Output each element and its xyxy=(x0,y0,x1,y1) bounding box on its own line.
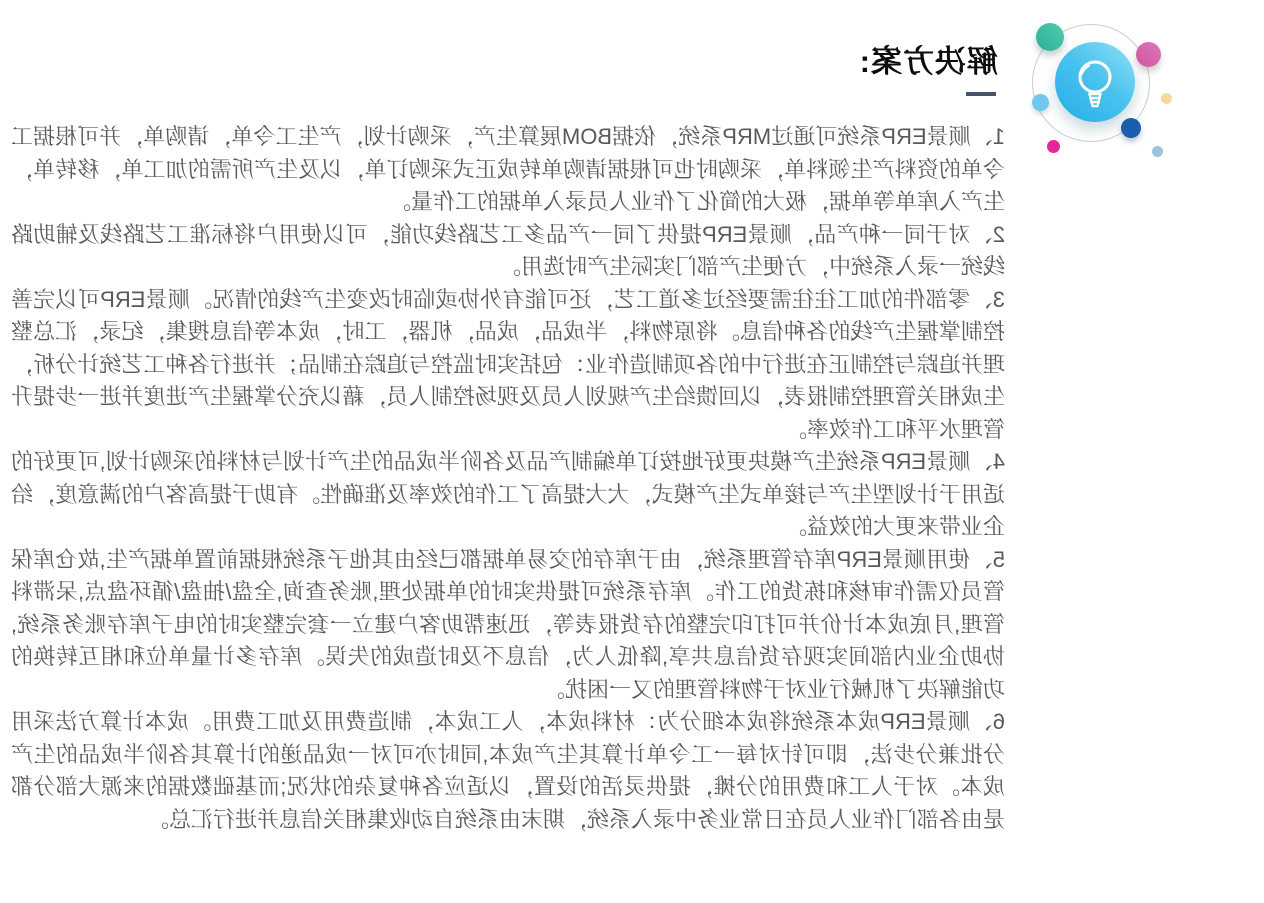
solution-paragraph-1: 1、顺景ERP系统可通过MRP系统，依据BOM展算生产，采购计划，产生工令单，请购单，并可根据工令单的资料产生领料单，采购时也可根据请购单转成正式采购订单，以及生产所需的加工单，移转单，生产入库单等单据，极大的简化了作业人员录入单据的工作量。 xyxy=(11,124,1005,214)
pale-yellow-dot-icon xyxy=(1161,93,1172,104)
solution-text-block xyxy=(11,121,1005,836)
title-underline xyxy=(966,92,996,96)
lightbulb-glyph xyxy=(1055,42,1135,122)
deep-blue-dot-icon xyxy=(1121,118,1141,138)
solution-paragraph-4: 4、顺景ERP系统生产模块更好地按订单编制产品及各阶半成品的生产计划与材料的采购计划,可更好的适用于计划型生产与接单式生产模式，大大提高了工作的效率及准确性。有助于提高客户的满意度，给企业带来更大的效益。 xyxy=(11,449,1005,539)
light-blue-dot-icon xyxy=(1032,94,1049,111)
solution-paragraph-5: 5、使用顺景ERP库存管理系统，由于库存的交易单据都已经由其他子系统根据前置单据产生,故仓库保管员仅需作审核和拣货的工作。库存系统可提供实时的单据处理,账务查询,全盘/抽盘/循环盘点,呆滞料管理,月底成本计价并可打印完整的存货报表等，迅速帮助客户建立一套完整实时的电子库存账务系统,协助企业内部间实现存货信息共享,降低人为，信息不及时造成的失误。库存多计量单位和相互转换的功能解决了机械行业对于物料管理的又一困扰。 xyxy=(11,546,1005,702)
lightbulb-icon xyxy=(1055,42,1135,122)
pink-dot-icon xyxy=(1136,42,1161,67)
magenta-dot-icon xyxy=(1047,140,1060,153)
solution-paragraph-2: 2、对于同一种产品，顺景ERP提供了同一产品多工艺路线功能，可以使用户将标准工艺路线及辅助路线统一录入系统中，方便生产部门实际生产时选用。 xyxy=(11,221,1005,279)
page-title: 解决方案: xyxy=(858,44,998,79)
solution-paragraph-6: 6、顺景ERP成本系统将成本细分为：材料成本，人工成本，制造费用及加工费用。成本计算方法采用分批兼分步法，即可针对每一工令单计算其生产成本,同时亦可对一成品递的计算其各阶半成品的生产成本。对于人工和费用的分摊，提供灵活的设置，以适应各种复杂的状况;而基础数据的来源大部分都是由各部门作业人员在日常业务中录入系统，期末由系统自动收集相关信息并进行汇总。 xyxy=(11,709,1005,832)
steel-blue-dot-icon xyxy=(1152,146,1163,157)
lightbulb-graphic xyxy=(1015,8,1185,178)
solution-paragraph-3: 3、零部件的加工往往需要经过多道工艺，还可能有外协或临时改变生产线的情况。顺景ERP可以完善控制掌握生产线的各种信息。将原物料，半成品，成品，机器，工时，成本等信息搜集，纪录，汇总整理并追踪与控制正在进行中的各项制造作业：包括实时监控与追踪在制品；并进行各种工艺统计分析，生成相关管理控制报表，以回馈给生产规划人员及现场控制人员，藉以充分掌握生产进度并进一步提升管理水平和工作效率。 xyxy=(11,286,1005,442)
